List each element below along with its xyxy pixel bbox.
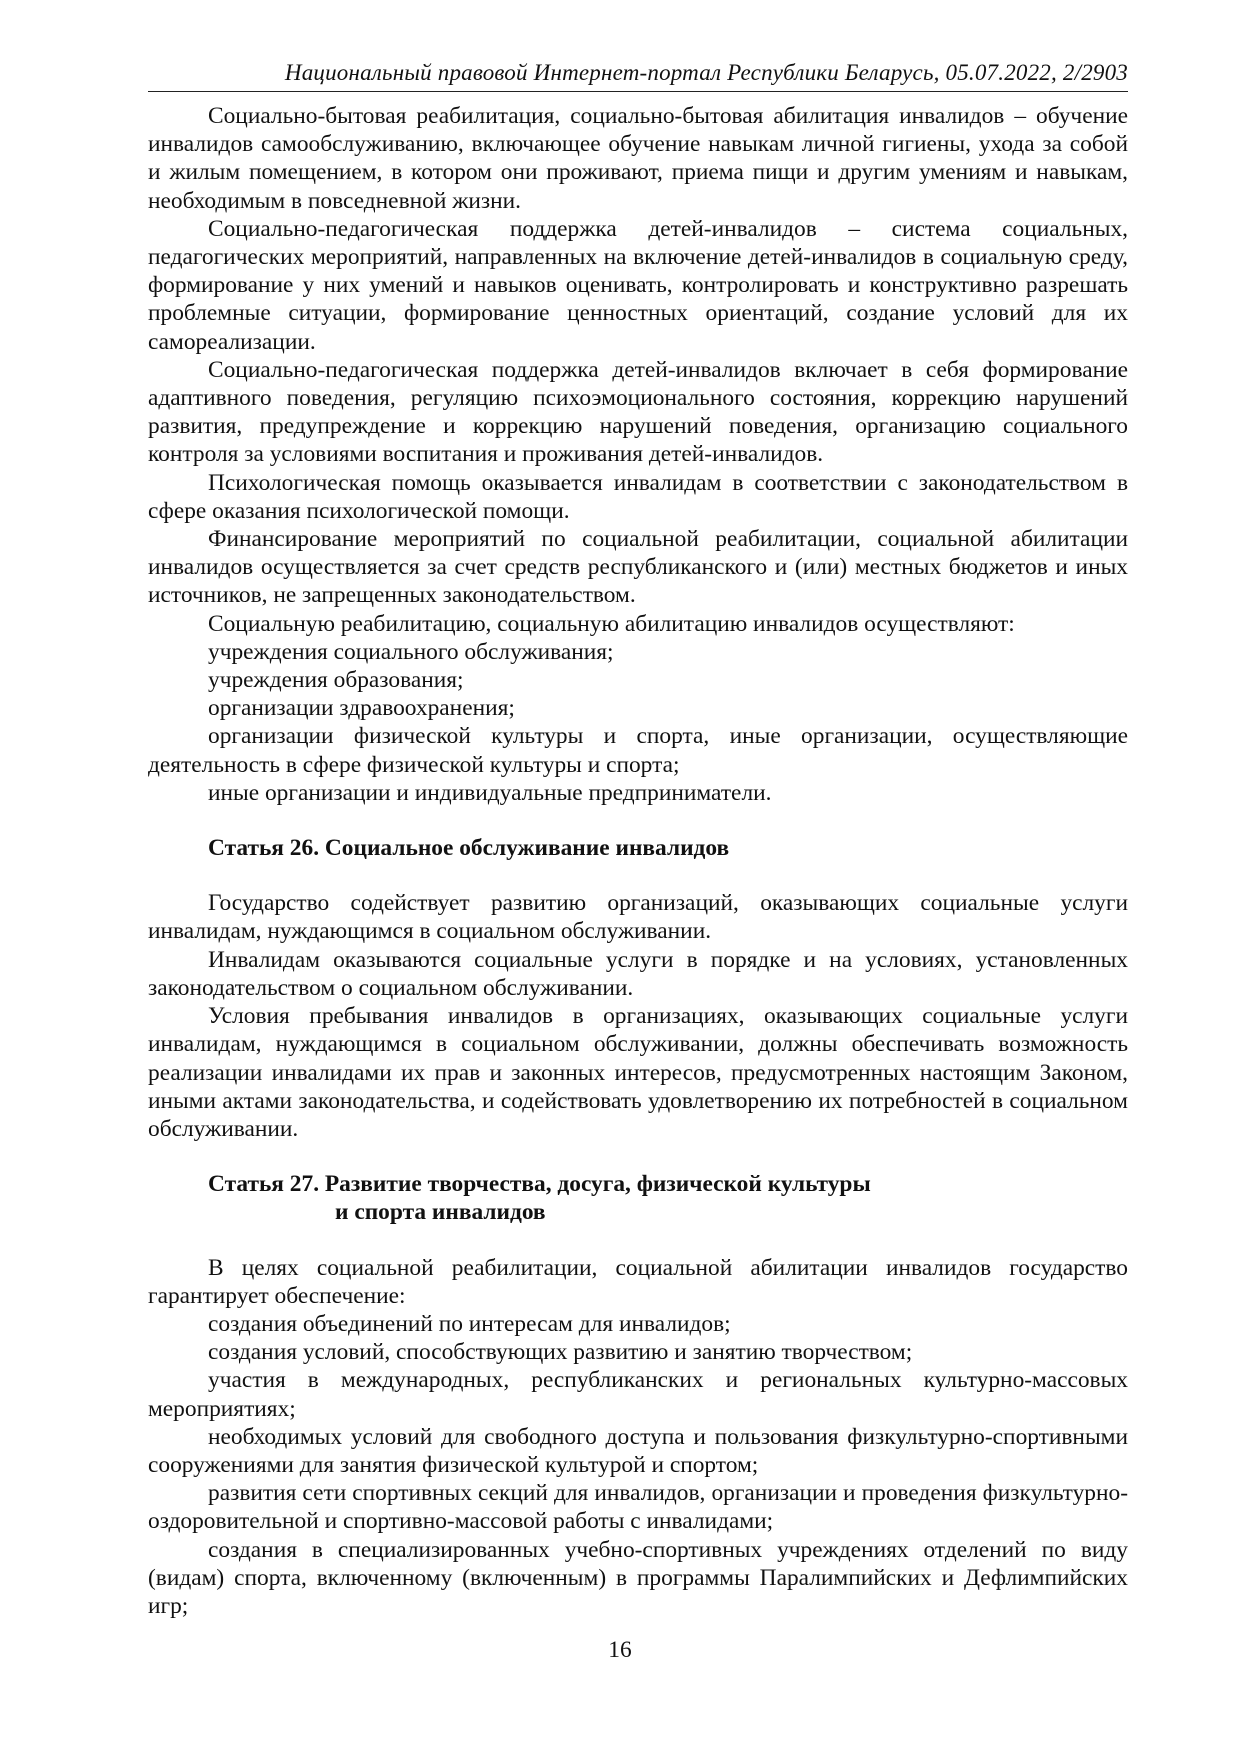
list-item: организации здравоохранения;: [208, 695, 515, 722]
list-item: необходимых условий для свободного доступа и пользования физкультурно-спортивными сооружениями для занятия физической культурой и спортом;: [148, 1423, 1128, 1478]
page-header: Национальный правовой Интернет-портал Республики Беларусь, 05.07.2022, 2/2903: [284, 60, 1128, 85]
list-item: организации физической культуры и спорта, иные организации, осуществляющие деятельность в сфере физической культуры и спорта;: [148, 723, 1128, 778]
paragraph: Государство содействует развитию организаций, оказывающих социальные услуги инвалидам, нуждающимся в социальном обслуживании.: [148, 890, 1128, 945]
article-26-heading: Статья 26. Социальное обслуживание инвалидов: [208, 835, 730, 862]
document-body: [148, 102, 1128, 1620]
list-item: создания в специализированных учебно-спортивных учреждениях отделений по виду (видам) спорта, включенному (включенным) в программы Паралимпийских и Дефлимпийских игр;: [148, 1536, 1128, 1619]
paragraph: Социально-педагогическая поддержка детей-инвалидов – система социальных, педагогических мероприятий, направленных на включение детей-инвалидов в социальную среду, формирование у них умений и навыков оценивать, контролировать и конструктивно разрешать проблемные ситуации, формирование ценностных ориентаций, создание условий для их самореализации.: [148, 215, 1128, 355]
list-item: учреждения социального обслуживания;: [208, 638, 614, 665]
article-27-heading: [148, 1170, 1128, 1226]
page-number: 16: [608, 1637, 632, 1663]
list-item: учреждения образования;: [208, 667, 464, 694]
list-item: создания условий, способствующих развитию и занятию творчеством;: [208, 1339, 913, 1366]
list-item: участия в международных, республиканских и региональных культурно-массовых мероприятиях;: [148, 1367, 1128, 1422]
list-item: иные организации и индивидуальные предприниматели.: [208, 779, 772, 806]
article-27-heading-line1: Статья 27. Развитие творчества, досуга, физической культуры: [208, 1171, 871, 1198]
paragraph: Психологическая помощь оказывается инвалидам в соответствии с законодательством в сфере оказания психологической помощи.: [148, 469, 1128, 524]
paragraph: Социально-педагогическая поддержка детей-инвалидов включает в себя формирование адаптивного поведения, регуляцию психоэмоционального состояния, коррекцию нарушений развития, предупреждение и коррекцию нарушений поведения, организацию социального контроля за условиями воспитания и проживания детей-инвалидов.: [148, 356, 1128, 468]
paragraph: Инвалидам оказываются социальные услуги в порядке и на условиях, установленных законодательством о социальном обслуживании.: [148, 946, 1128, 1001]
paragraph: В целях социальной реабилитации, социальной абилитации инвалидов государство гарантирует обеспечение:: [148, 1254, 1128, 1309]
header-divider: [148, 91, 1128, 92]
paragraph: Социальную реабилитацию, социальную абилитацию инвалидов осуществляют:: [208, 610, 1015, 637]
paragraph: Условия пребывания инвалидов в организациях, оказывающих социальные услуги инвалидам, нуждающимся в социальном обслуживании, должны обеспечивать возможность реализации инвалидами их прав и законных интересов, предусмотренных настоящим Законом, иными актами законодательства, и содействовать удовлетворению их потребностей в социальном обслуживании.: [148, 1003, 1128, 1142]
article-27-heading-line2: и спорта инвалидов: [335, 1199, 546, 1226]
paragraph: Финансирование мероприятий по социальной реабилитации, социальной абилитации инвалидов осуществляется за счет средств республиканского и (или) местных бюджетов и иных источников, не запрещенных законодательством.: [148, 526, 1128, 609]
list-item: развития сети спортивных секций для инвалидов, организации и проведения физкультурно-оздоровительной и спортивно-массовой работы с инвалидами;: [148, 1480, 1128, 1535]
paragraph: Социально-бытовая реабилитация, социально-бытовая абилитация инвалидов – обучение инвалидов самообслуживанию, включающее обучение навыкам личной гигиены, ухода за собой и жилым помещением, в котором они проживают, приема пищи и другим умениям и навыкам, необходимым в повседневной жизни.: [148, 103, 1128, 214]
list-item: создания объединений по интересам для инвалидов;: [208, 1310, 731, 1337]
